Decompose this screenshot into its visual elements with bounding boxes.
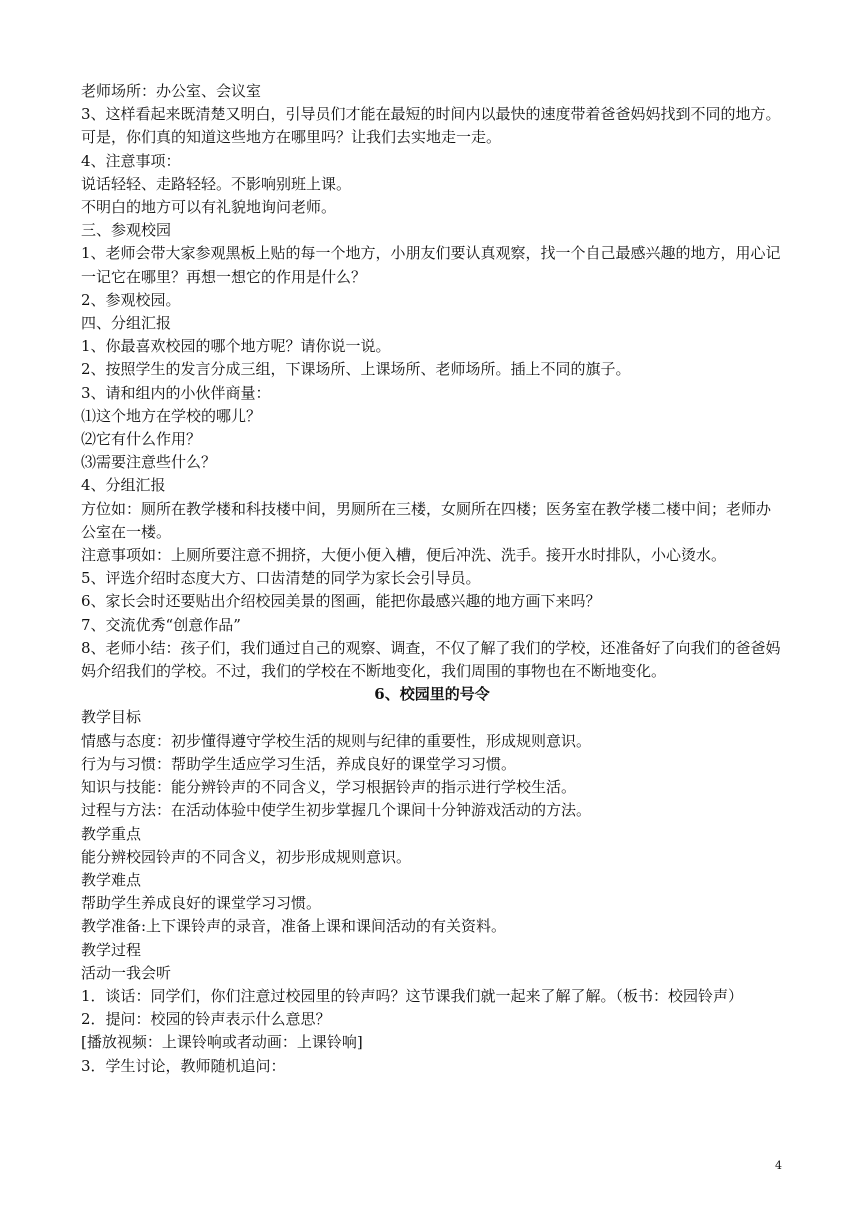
text-line: 不明白的地方可以有礼貌地询问老师。 [81, 198, 337, 217]
section-heading: 三、参观校园 [81, 221, 172, 240]
text-line: ⑴这个地方在学校的哪儿？ [81, 406, 262, 425]
text-line: 能分辨校园铃声的不同含义，初步形成规则意识。 [81, 847, 412, 866]
text-line: 老师场所：办公室、会议室 [81, 82, 262, 100]
text-line: 4、分组汇报 [81, 476, 166, 495]
section-heading: 教学难点 [81, 870, 142, 889]
text-line: ⑶需要注意些什么？ [81, 453, 217, 472]
text-line: 3、请和组内的小伙伴商量： [81, 383, 271, 402]
section-a [81, 80, 783, 683]
text-line: 过程与方法：在活动体验中使学生初步掌握几个课间十分钟游戏活动的方法。 [81, 801, 592, 820]
text-line: 4、注意事项： [81, 151, 181, 170]
text-line: 2、参观校园。 [81, 290, 181, 309]
text-paragraph: 方位如：厕所在教学楼和科技楼中间，男厕所在三楼，女厕所在四楼；医务室在教学楼二楼中间；老师办公室在一楼。 [81, 499, 772, 541]
text-paragraph: 注意事项如：上厕所要注意不拥挤，大便小便入槽，便后冲洗、洗手。接开水时排队，小心烫水。 [81, 546, 727, 565]
text-line: 1、你最喜欢校园的哪个地方呢？请你说一说。 [81, 337, 391, 356]
text-line: 7、交流优秀“创意作品” [81, 615, 241, 634]
section-heading: 教学目标 [81, 708, 142, 727]
text-line: 5、评选介绍时态度大方、口齿清楚的同学为家长会引导员。 [81, 569, 481, 588]
text-line: ⑵它有什么作用？ [81, 430, 202, 449]
text-paragraph: 3、这样看起来既清楚又明白，引导员们才能在最短的时间内以最快的速度带着爸爸妈妈找到不同的地方。可是，你们真的知道这些地方在哪里吗？让我们去实地走一走。 [81, 105, 781, 147]
section-heading: 教学过程 [81, 940, 142, 959]
text-line: 知识与技能：能分辨铃声的不同含义，学习根据铃声的指示进行学校生活。 [81, 778, 577, 797]
lesson-title: 6、校园里的号令 [374, 685, 490, 704]
text-line: 说话轻轻、走路轻轻。不影响别班上课。 [81, 174, 352, 193]
text-line: 2．提问：校园的铃声表示什么意思？ [81, 1010, 331, 1029]
text-paragraph: 1．谈话：同学们，你们注意过校园里的铃声吗？这节课我们就一起来了解了解。（板书：校园铃声） [81, 986, 744, 1005]
text-line: 教学准备:上下课铃声的录音，准备上课和课间活动的有关资料。 [81, 917, 507, 936]
page-number: 4 [775, 1159, 782, 1172]
section-heading: 教学重点 [81, 824, 142, 843]
text-line: 3．学生讨论，教师随机追问： [81, 1056, 286, 1075]
section-b [81, 706, 783, 1077]
text-line: [播放视频：上课铃响或者动画：上课铃响] [81, 1033, 363, 1052]
text-line: 2、按照学生的发言分成三组，下课场所、上课场所、老师场所。插上不同的旗子。 [81, 360, 631, 379]
page-content [81, 80, 783, 1078]
text-line: 活动一我会听 [81, 963, 172, 982]
section-heading: 四、分组汇报 [81, 314, 172, 333]
text-line: 情感与态度：初步懂得遵守学校生活的规则与纪律的重要性，形成规则意识。 [81, 731, 592, 750]
text-line: 行为与习惯：帮助学生适应学习生活，养成良好的课堂学习习惯。 [81, 754, 517, 773]
text-paragraph: 8、老师小结：孩子们，我们通过自己的观察、调查，不仅了解了我们的学校，还准备好了向我们的爸爸妈妈介绍我们的学校。不过，我们的学校在不断地变化，我们周围的事物也在不断地变化。 [81, 638, 781, 681]
text-paragraph: 1、老师会带大家参观黑板上贴的每一个地方，小朋友们要认真观察，找一个自己最感兴趣的地方，用心记一记它在哪里？再想一想它的作用是什么？ [81, 244, 781, 286]
text-line: 6、家长会时还要贴出介绍校园美景的图画，能把你最感兴趣的地方画下来吗？ [81, 592, 601, 611]
text-line: 帮助学生养成良好的课堂学习习惯。 [81, 894, 322, 913]
